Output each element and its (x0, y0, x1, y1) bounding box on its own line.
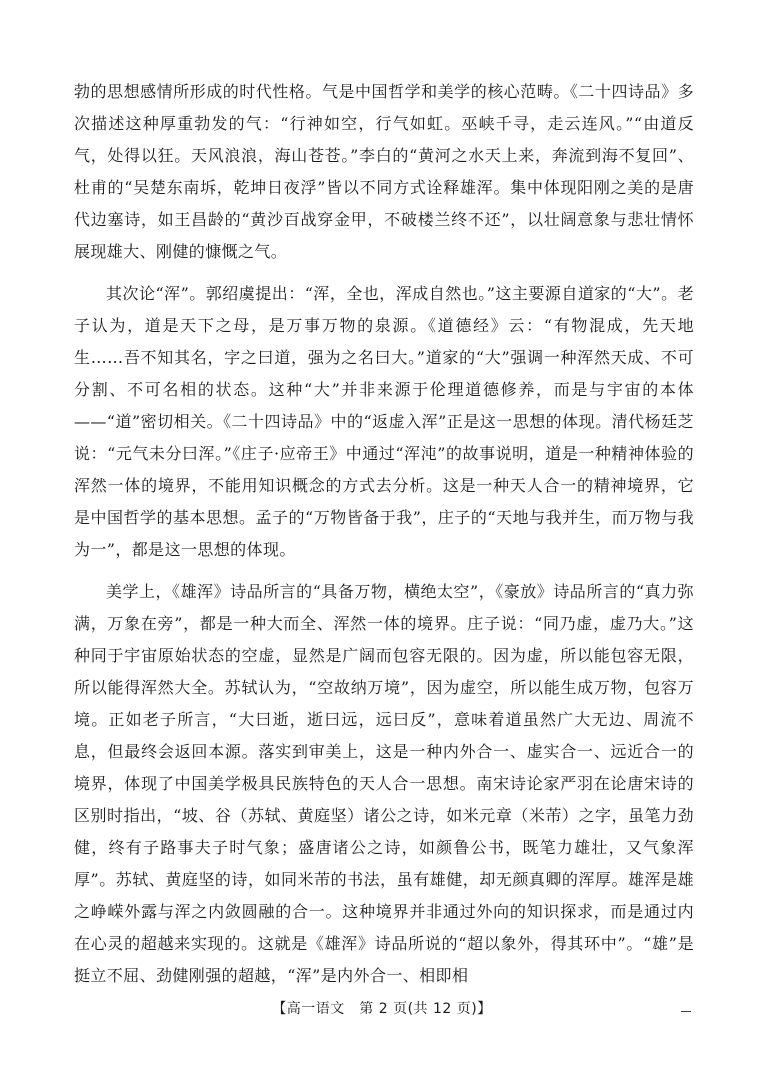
corner-mark (681, 1011, 691, 1012)
paragraph-hun: 其次论“浑”。郭绍虞提出：“浑，全也，浑成自然也。”这主要源自道家的“大”。老子认为，道是天下之母，是万事万物的泉源。《道德经》云：“有物混成，先天地生……吾不知其名，字之曰道，强为之名曰大。”道家的“大”强调一种浑然天成、不可分割、不可名相的状态。这种“大”并非来源于伦理道德修养，而是与宇宙的本体——“道”密切相关。《二十四诗品》中的“返虚入浑”正是这一思想的体现。清代杨廷芝说：“元气未分曰浑。”《庄子·应帝王》中通过“浑沌”的故事说明，道是一种精神体验的浑然一体的境界，不能用知识概念的方式去分析。这是一种天人合一的精神境界，它是中国哲学的基本思想。孟子的“万物皆备于我”，庄子的“天地与我并生，而万物与我为一”，都是这一思想的体现。 (74, 284, 694, 559)
paragraph-continued: 勃的思想感情所形成的时代性格。气是中国哲学和美学的核心范畴。《二十四诗品》多次描述这种厚重勃发的气：“行神如空，行气如虹。巫峡千寻，走云连风。”“由道反气，处得以狂。天风浪浪，海山苍苍。”李白的“黄河之水天上来，奔流到海不复回”、杜甫的“吴楚东南坼，乾坤日夜浮”皆以不同方式诠释雄浑。集中体现阳刚之美的是唐代边塞诗，如王昌龄的“黄沙百战穿金甲，不破楼兰终不还”，以壮阔意象与悲壮情怀展现雄大、刚健的慷慨之气。 (74, 82, 694, 261)
body-text (74, 76, 694, 992)
page-footer: 【高一语文 第 2 页(共 12 页)】 (272, 1001, 492, 1017)
paragraph-aesthetics: 美学上，《雄浑》诗品所言的“具备万物，横绝太空”，《豪放》诗品所言的“真力弥满，万象在旁”，都是一种大而全、浑然一体的境界。庄子说：“同乃虚，虚乃大。”这种同于宇宙原始状态的空虚，显然是广阔而包容无限的。因为虚，所以能包容无限，所以能得浑然大全。苏轼认为，“空故纳万境”，因为虚空，所以能生成万物，包容万境。正如老子所言，“大曰逝，逝曰远，远曰反”，意味着道虽然广大无边、周流不息，但最终会返回本源。落实到审美上，这是一种内外合一、虚实合一、远近合一的境界，体现了中国美学极具民族特色的天人合一思想。南宋诗论家严羽在论唐宋诗的区别时指出，“坡、谷（苏轼、黄庭坚）诸公之诗，如米元章（米芾）之字，虽笔力劲健，终有子路事夫子时气象；盛唐诸公之诗，如颜鲁公书，既笔力雄壮，又气象浑厚”。苏轼、黄庭坚的诗，如同米芾的书法，虽有雄健，却无颜真卿的浑厚。雄浑是雄之峥嵘外露与浑之内敛圆融的合一。这种境界并非通过外向的知识探求，而是通过内在心灵的超越来实现的。这就是《雄浑》诗品所说的“超以象外，得其环中”。“雄”是挺立不屈、劲健刚强的超越，“浑”是内外合一、相即相 (74, 582, 694, 985)
